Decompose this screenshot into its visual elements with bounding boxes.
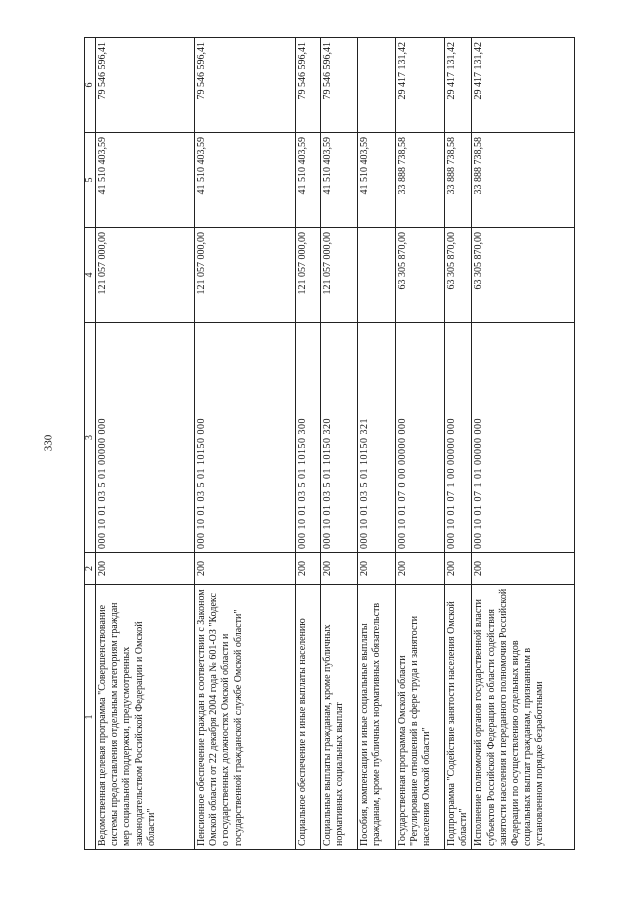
row-sum-remaining [358,38,396,133]
col-header: 5 [85,133,96,228]
row-name: Ведомственная целевая программа "Совершенствование системы предоставления отдельным категориям граждан мер социальной поддержки, предусмотренных законодательством Российской Федерации и Омской области" [96,585,195,850]
row-code: 200 [396,553,445,585]
row-sum-remaining: 29 417 131,42 [472,38,575,133]
row-sum-planned: 121 057 000,00 [321,228,358,323]
row-sum-executed: 33 888 738,58 [445,133,472,228]
row-sum-executed: 33 888 738,58 [396,133,445,228]
row-sum-planned: 63 305 870,00 [472,228,575,323]
row-classification: 000 10 01 03 5 01 10150 300 [296,323,321,553]
row-sum-remaining: 79 546 596,41 [296,38,321,133]
row-sum-planned: 121 057 000,00 [195,228,296,323]
row-sum-planned: 121 057 000,00 [96,228,195,323]
row-sum-remaining: 29 417 131,42 [445,38,472,133]
table-row [321,38,358,850]
row-code: 200 [96,553,195,585]
row-name: Пенсионное обеспечение граждан в соответствии с Законом Омской области от 22 декабря 2004 года № 601-ОЗ "Кодекс о государственных должностях Омской области и государственной гражданской службе Омской области" [195,585,296,850]
row-classification: 000 10 01 03 5 01 00000 000 [96,323,195,553]
row-code: 200 [472,553,575,585]
col-header: 3 [85,323,96,553]
table-row [195,38,296,850]
row-code: 200 [358,553,396,585]
col-header: 6 [85,38,96,133]
row-classification: 000 10 01 07 0 00 00000 000 [396,323,445,553]
row-sum-remaining: 29 417 131,42 [396,38,445,133]
row-classification: 000 10 01 07 1 00 00000 000 [445,323,472,553]
budget-table [84,37,575,850]
row-code: 200 [321,553,358,585]
row-sum-remaining: 79 546 596,41 [195,38,296,133]
table-row [396,38,445,850]
rotated-table-container [84,38,556,850]
header-row [85,38,96,850]
table-row [358,38,396,850]
row-classification: 000 10 01 03 5 01 10150 320 [321,323,358,553]
table-row [472,38,575,850]
col-header: 4 [85,228,96,323]
row-code: 200 [195,553,296,585]
row-sum-executed: 33 888 738,58 [472,133,575,228]
table-row [445,38,472,850]
row-sum-planned: 63 305 870,00 [396,228,445,323]
row-name: Социальные выплаты гражданам, кроме публичных нормативных социальных выплат [321,585,358,850]
row-sum-remaining: 79 546 596,41 [321,38,358,133]
row-code: 200 [445,553,472,585]
row-name: Подпрограмма "Содействие занятости населения Омской области" [445,585,472,850]
row-sum-planned: 63 305 870,00 [445,228,472,323]
row-name: Государственная программа Омской области "Регулирование отношений в сфере труда и занятости населения Омской области" [396,585,445,850]
row-sum-remaining: 79 546 596,41 [96,38,195,133]
row-sum-executed: 41 510 403,59 [195,133,296,228]
row-name: Пособия, компенсации и иные социальные выплаты гражданам, кроме публичных нормативных обязательств [358,585,396,850]
row-sum-executed: 41 510 403,59 [321,133,358,228]
table-row [96,38,195,850]
row-classification: 000 10 01 03 5 01 10150 321 [358,323,396,553]
row-code: 200 [296,553,321,585]
row-sum-planned [358,228,396,323]
row-classification: 000 10 01 03 5 01 10150 000 [195,323,296,553]
row-sum-planned: 121 057 000,00 [296,228,321,323]
row-name: Исполнение полномочий органов государственной власти субъектов Российской Федерации в области содействия занятости населения и переданного полномочия Российской Федерации по осуществлению отдельных видов социальных выплат гражданам, признанным в установленном порядке безработными [472,585,575,850]
row-sum-executed: 41 510 403,59 [296,133,321,228]
col-header: 2 [85,553,96,585]
col-header: 1 [85,585,96,850]
row-sum-executed: 41 510 403,59 [96,133,195,228]
page-number: 330 [42,434,55,452]
row-name: Социальное обеспечение и иные выплаты населению [296,585,321,850]
table-row [296,38,321,850]
row-sum-executed: 41 510 403,59 [358,133,396,228]
row-classification: 000 10 01 07 1 01 00000 000 [472,323,575,553]
